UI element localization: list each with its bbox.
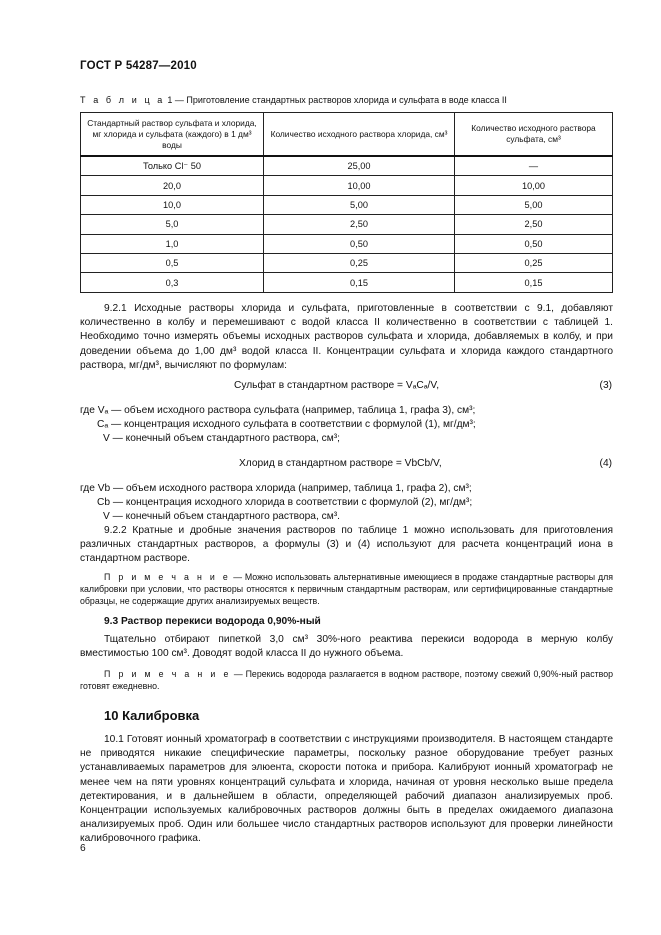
- formula-3-definition: где Vₐ — объем исходного раствора сульфата (например, таблица 1, графа 3), см³;: [80, 405, 476, 416]
- table-caption-label: Т а б л и ц а: [80, 95, 165, 105]
- table-cell: —: [455, 156, 613, 176]
- table-cell: 20,0: [81, 176, 264, 195]
- formula-3-number: (3): [599, 380, 612, 391]
- note-text: — Можно использовать альтернативные имеющиеся в продаже стандартные растворы для калибровки при условии, что растворы относятся к первичным стандартным растворам, или сертифицированные стандартные образцы, не содержащие других анализируемых веществ.: [80, 572, 613, 606]
- table-cell: Только Cl⁻ 50: [81, 156, 264, 176]
- table-cell: 2,50: [264, 215, 455, 234]
- formula-4: Хлорид в стандартном растворе = VbCb/V,: [239, 458, 442, 469]
- table-cell: 0,50: [455, 234, 613, 253]
- table-header-cell: Количество исходного раствора хлорида, см³: [264, 113, 455, 157]
- table-row: [81, 215, 613, 234]
- table-cell: 1,0: [81, 234, 264, 253]
- table-cell: 0,50: [264, 234, 455, 253]
- table-cell: 5,00: [455, 195, 613, 214]
- standard-header: ГОСТ Р 54287—2010: [80, 60, 197, 72]
- table-header-cell: Стандартный раствор сульфата и хлорида, мг хлорида и сульфата (каждого) в 1 дм³ воды: [81, 113, 264, 157]
- section-heading-9-3: 9.3 Раствор перекиси водорода 0,90%-ный: [104, 616, 321, 627]
- table-cell: 5,0: [81, 215, 264, 234]
- table-row: [81, 156, 613, 176]
- table-cell: 0,15: [264, 273, 455, 292]
- table-cell: 10,0: [81, 195, 264, 214]
- table-cell: 10,00: [264, 176, 455, 195]
- note-2: [80, 668, 613, 692]
- table-cell: 0,25: [455, 253, 613, 272]
- table-cell: 5,00: [264, 195, 455, 214]
- table-row: [81, 195, 613, 214]
- table-row: [81, 176, 613, 195]
- note-text: — Перекись водорода разлагается в водном растворе, поэтому свежий 0,90%-ный раствор готовят ежедневно.: [80, 669, 613, 691]
- section-heading-10: 10 Калибровка: [104, 708, 200, 723]
- paragraph-9-3: Тщательно отбирают пипеткой 3,0 см³ 30%-ного реактива перекиси водорода в мерную колбу вместимостью 100 см³. Доводят водой класса II до нужного объема.: [80, 634, 613, 660]
- note-label: П р и м е ч а н и е: [104, 669, 231, 679]
- paragraph-9-2-2: 9.2.2 Кратные и дробные значения растворов по таблице 1 можно использовать для приготовления различных стандартных растворов, а формулы (3) и (4) используют для расчета концентраций иона в стандартном растворе.: [80, 525, 613, 565]
- page-number: 6: [80, 843, 86, 854]
- table-cell: 0,25: [264, 253, 455, 272]
- paragraph-10-1: 10.1 Готовят ионный хроматограф в соответствии с инструкциями производителя. В настоящем стандарте не приводятся никакие специфические параметры, поскольку разное оборудование требует разных устанавливаемых параметров для элюента, скорости потока и прибора. Калибруют ионный хроматограф не менее чем на пяти уровнях концентраций сульфата и хлорида, начиная от уровня несколько выше предела детектирования, и в дальнейшем в области, определяющей рабочий диапазон анализируемых проб. Концентрации используемых калибровочных растворов должны быть в пределах ожидаемого диапазона анализируемых проб. Один или большее число стандартных растворов используют для проверки линейности калибровочного графика.: [80, 734, 613, 845]
- table-cell: 0,15: [455, 273, 613, 292]
- table-row: [81, 253, 613, 272]
- formula-3-definition: V — конечный объем стандартного раствора, см³;: [103, 433, 340, 444]
- table-row: [81, 234, 613, 253]
- table-header-cell: Количество исходного раствора сульфата, см³: [455, 113, 613, 157]
- note-label: П р и м е ч а н и е: [104, 572, 231, 582]
- table-header-row: [81, 113, 613, 157]
- table-cell: 2,50: [455, 215, 613, 234]
- paragraph-9-2-1: 9.2.1 Исходные растворы хлорида и сульфата, приготовленные в соответствии с 9.1, добавляют количественно в колбу и перемешивают с водой класса II количественно в соответствии с таблицей 1. Необходимо точно измерять объемы исходных растворов сульфата и хлорида, добавляемых в колбу, и при доведении объема до 1,00 дм³ водой класса II. Концентрации сульфата и хлорида каждого стандартного раствора, мг/дм³, вычисляют по формулам:: [80, 303, 613, 371]
- table-cell: 10,00: [455, 176, 613, 195]
- formula-4-number: (4): [599, 458, 612, 469]
- formula-4-definition: Cb — концентрация исходного хлорида в соответствии с формулой (2), мг/дм³;: [97, 497, 473, 508]
- table-cell: 0,3: [81, 273, 264, 292]
- formula-3: Сульфат в стандартном растворе = VₐCₐ/V,: [234, 380, 440, 391]
- table-caption: [80, 95, 507, 105]
- table-row: [81, 273, 613, 292]
- table-cell: 25,00: [264, 156, 455, 176]
- formula-4-definition: V — конечный объем стандартного раствора, см³.: [103, 511, 340, 522]
- formula-4-definition: где Vb — объем исходного раствора хлорида (например, таблица 1, графа 2), см³;: [80, 483, 472, 494]
- table-cell: 0,5: [81, 253, 264, 272]
- formula-3-definition: Cₐ — концентрация исходного сульфата в соответствии с формулой (1), мг/дм³;: [97, 419, 476, 430]
- data-table: [80, 112, 613, 293]
- note-1: [80, 571, 613, 607]
- table-caption-text: 1 — Приготовление стандартных растворов хлорида и сульфата в воде класса II: [167, 95, 507, 105]
